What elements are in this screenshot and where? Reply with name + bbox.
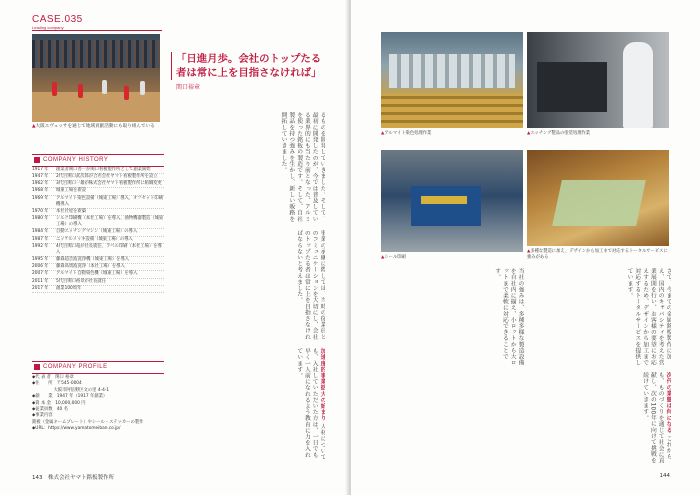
history-event: 5代目関口裕章が社長就任 [56,278,106,284]
history-row [32,216,164,229]
triangle-icon: ▲ [381,131,385,136]
author-name: 関口裕章 [176,84,201,91]
hero-caption-text: 大阪エヴェッサを通じて地域貢献活動にも取り組んでいる [35,124,155,129]
right-page [351,0,700,495]
history-event: 2代目関口武次郎が合名会社ヤマト看板製作所を設立 [56,174,158,180]
history-row [32,229,164,236]
photo-caption-text: アルマイト染色処理作業 [384,131,432,136]
profile-line: 銘板（金属ネームプレート）やシール・ステッカーの製作 [32,419,144,425]
tank-pipes [389,54,515,88]
history-year: 2006 年 [32,264,49,270]
spray-booth [537,62,607,112]
history-year: 1992 年 [32,243,49,249]
history-row [32,244,164,257]
profile-line[interactable]: ◆URL：https://www.yamatomeiban.co.jp/ [32,426,121,432]
profile-line: ◆創 業 1947 年（1917 年創業） [32,394,108,400]
photo-caption [381,254,406,260]
worker-suit [623,42,653,128]
history-event: 4代目関口竜が社長就任、ラベル印刷（本社工場）を導入 [56,243,162,255]
history-event: アルマイト自動染色機（城東工場）を導入 [56,271,138,277]
history-title: COMPANY HISTORY [43,156,109,163]
history-row [32,279,164,286]
history-year: 2017 年 [32,285,49,291]
history-header [32,154,164,167]
history-year: 1995 年 [32,257,49,263]
photo-silk-printing [527,150,669,246]
history-row [32,237,164,244]
subhead: 次代の業態は何になる [665,372,671,433]
photo-etching-painting [527,32,669,128]
player-figure [102,80,107,94]
printing-machine [411,186,481,226]
body-text-block [383,372,671,466]
pull-quote: 「日進月歩。会社のトップたる者は常に上を目指さなければ」 [171,52,326,80]
body-text: これからも、ものづくりを通じて社会に貢献し、次の100年に向けて挑戦を続けていきます。 [641,372,671,464]
history-year: 1947 年 [32,174,49,180]
photo-caption [381,130,431,136]
machine-part [421,196,467,204]
history-table [32,167,164,293]
history-event: 藤森高周波洗浄（本社工場）を導入 [56,264,125,270]
history-row [32,196,164,209]
history-year: 1970 年 [32,208,49,214]
history-event: 創業者関口善一が関口看板製作所として創業開始 [56,167,151,172]
photo-caption-text: エッチング製品の塗装処理作業 [530,131,591,136]
hero-caption [32,124,164,130]
history-year: 1962 年 [32,181,49,187]
body-text-block: さて、今までの金属銘板製作に加え、国内のキャパシティを考えた営業展開を行い、お客様の要望にお応えするため、デザインから加工まで対応するトータルサービスを提供しています。 [626,268,671,366]
court-floor [32,92,160,122]
history-event: 本社社屋を新築 [56,208,87,214]
photo-anodize [381,32,523,128]
player-figure [52,82,57,96]
player-figure [140,81,145,95]
profile-line: ◆従業員数 40 名 [32,407,68,413]
history-year: 1987 年 [32,236,49,242]
tank-racks [381,94,523,128]
player-figure [124,86,129,100]
profile-header [32,361,164,374]
photo-caption-text: シール印刷 [384,255,406,260]
history-year: 1984 年 [32,229,49,235]
history-year: 2011 年 [32,278,49,284]
history-event: 城東工場を新設 [56,188,87,194]
history-year: 1980 年 [32,216,49,222]
photo-caption [527,248,669,260]
player-figure [78,84,83,98]
folio-left: 143 株式会社ヤマト銘板製作所 [32,475,114,481]
triangle-icon: ▲ [32,124,36,129]
history-event: 藤森超音波洗浄機（城東工場）を導入 [56,257,130,263]
history-event: アルマイト染色設備（城東工場）導入、オフセット印刷機導入 [56,195,163,207]
profile-line: ◆資 本 金 10,000,000 円 [32,400,86,406]
history-event: 3代目関口一雄が株式会社ヤマト看板製作所に組織変更 [56,181,162,187]
photo-seal-printing [381,150,523,252]
history-year: 1917 年 [32,167,49,172]
history-year: 1969 年 [32,195,49,201]
history-row [32,271,164,278]
profile-line: ◆事業内容 [32,413,53,419]
case-rule [32,30,162,31]
profile-title: COMPANY PROFILE [43,363,108,370]
profile-line: 大阪市阿倍野区文の里 4-4-1 [32,387,110,393]
body-text-block: 当社の強みは、多種多様な製造設備を自社内に揃え、小ロットから大ロットまで柔軟に対応できることです。 [493,268,523,366]
body-text-block: るものを開発していきました。そして、最初に開発したのが、今では普及している業界的にも当たり前となった、アルミを使った銘板の製造です。そして、自社製品を持つ強みを生かし、新しい販路を開拓していきました。 [280,112,325,222]
history-event: 創業100周年 [56,285,82,291]
body-text-block: 事業の承継に際しては、当時の従業員とのコミュニケーションを大切にし、会社のトップたる者は常に上を目指さなければならないと考えました。 [295,230,325,340]
history-event: シルク印刷機（本社工場）を導入、曲物機器製造（城東工場）の導入 [56,216,164,228]
photo-caption [527,130,590,136]
body-columns-left [170,112,325,462]
square-icon [34,157,40,163]
triangle-icon: ▲ [527,131,531,136]
body-text: 人材についても、入社していただいた方は、一日でも早く一人前になれるよう教育に力を入れています。 [295,348,325,460]
square-icon [34,364,40,370]
history-year: 1968 年 [32,188,49,194]
folio-right: 144 [659,473,670,479]
body-text-block [175,348,325,460]
body-columns-right [381,268,671,466]
history-row [32,286,164,293]
left-page [0,0,349,495]
profile-list [32,375,164,433]
hero-photo-basketball [32,34,160,122]
triangle-icon: ▲ [527,249,531,254]
silk-screen [552,180,646,226]
history-row [32,181,164,188]
profile-line: ◆住 所 〒545-0004 [32,381,82,387]
profile-line: ◆代 表 者 関口 裕章 [32,375,74,380]
crowd-stands [32,40,160,68]
case-sub-label: Leading company [32,25,64,30]
history-event: 自動エッチングマシン（城東工場）の導入 [56,229,138,235]
subhead: 加速度的事業拡大の始まり [319,348,325,422]
history-row [32,188,164,195]
history-event: ニッケルメッキ設備（城東工場）の導入 [56,236,133,242]
photo-caption-text: 多種な製造に加え、デザインから加工まで対応するトータルサービスに強みがある [527,249,668,260]
history-year: 2007 年 [32,271,49,277]
case-label: CASE.035 [32,14,83,25]
triangle-icon: ▲ [381,255,385,260]
